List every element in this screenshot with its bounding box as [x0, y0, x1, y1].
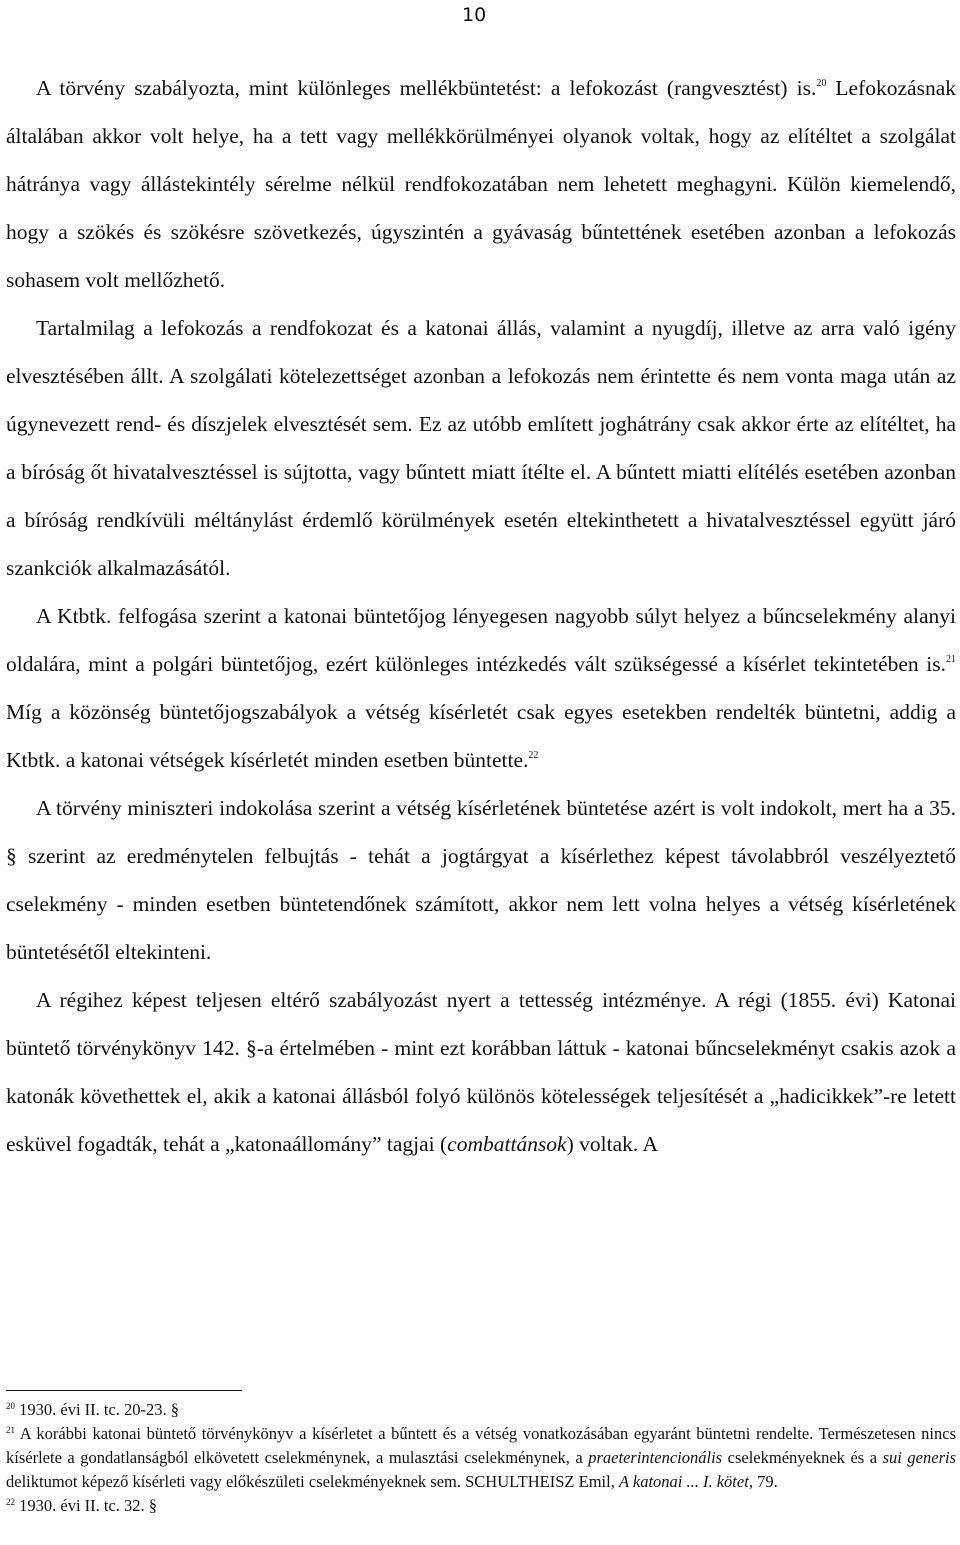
- italic-term: combattánsok: [447, 1132, 567, 1156]
- footnote-number: 21: [6, 1425, 15, 1435]
- footnote-ref[interactable]: 21: [946, 654, 956, 665]
- footnote-text: A korábbi katonai büntető törvénykönyv a kísérletet a bűntett és a vétség vonatkozásában egyaránt büntetni rendelte. Természetesen nincs kísérlete a gondatlanságból elkövetett cselekménynek, a mulasztási cselekménynek, a: [6, 1424, 956, 1467]
- text-run: A törvény szabályozta, mint különleges mellékbüntetést: a lefokozást (rangvesztést) is.: [36, 76, 817, 100]
- footnote-ref[interactable]: 22: [528, 750, 539, 761]
- footnotes: [6, 1398, 956, 1518]
- text-run: A régihez képest teljesen eltérő szabályozást nyert a tettesség intézménye. A régi (1855. évi) Katonai büntető törvénykönyv 142. §-a értelmében - mint ezt korábban láttuk - katonai bűncselekményt csakis azok a katonák követhettek el, akik a katonai állásból folyó különös kötelességek teljesítését a „hadicikkek”-re letett esküvel fogadták, tehát a „katonaállomány” tagjai (: [6, 988, 956, 1156]
- paragraph: [6, 304, 956, 592]
- body-text: [6, 64, 956, 1168]
- footnote: [6, 1494, 956, 1518]
- footnote: [6, 1422, 956, 1494]
- text-run: A törvény miniszteri indokolása szerint a vétség kísérletének büntetése azért is volt indokolt, mert ha a 35. § szerint az eredménytelen felbujtás - tehát a jogtárgyat a kísérlethez képest távolabbról veszélyeztető cselekmény - minden esetben büntetendőnek számított, akkor nem lett volna helyes a vétség kísérletének büntetésétől eltekinteni.: [6, 796, 956, 964]
- text-run: Tartalmilag a lefokozás a rendfokozat és a katonai állás, valamint a nyugdíj, illetve az arra való igény elvesztésében állt. A szolgálati kötelezettséget azonban a lefokozás nem érintette és nem vonta maga után az úgynevezett rend- és díszjelek elvesztését sem. Ez az utóbb említett joghátrány csak akkor érte az elítéltet, ha a bíróság őt hivatalvesztéssel is sújtotta, vagy bűntett miatt ítélte el. A bűntett miatti elítélés esetében azonban a bíróság rendkívüli méltánylást érdemlő körülmények esetén eltekinthetett a hivatalvesztéssel együtt járó szankciók alkalmazásától.: [6, 316, 956, 580]
- paragraph: [6, 64, 956, 304]
- paragraph: [6, 592, 956, 784]
- footnote-ref[interactable]: 20: [816, 78, 827, 89]
- italic-citation: A katonai ... I. kötet: [618, 1472, 749, 1491]
- footnote-text: 1930. évi II. tc. 32. §: [15, 1496, 158, 1515]
- footnote-separator: [6, 1390, 242, 1391]
- footnote-text: cselekményeknek és a: [722, 1448, 883, 1467]
- italic-term: sui generis: [882, 1448, 956, 1467]
- footnote-text: deliktumot képező kísérleti vagy előkészületi cselekményeknek sem. SCHULTHEISZ Emil,: [6, 1472, 619, 1491]
- footnote-number: 22: [6, 1497, 15, 1507]
- paragraph: [6, 976, 956, 1168]
- footnote: [6, 1398, 956, 1422]
- text-run: A Ktbtk. felfogása szerint a katonai büntetőjog lényegesen nagyobb súlyt helyez a bűncselekmény alanyi oldalára, mint a polgári büntetőjog, ezért különleges intézkedés vált szükségessé a kísérlet tekintetében is.: [6, 604, 956, 676]
- italic-term: praeterintencionális: [588, 1448, 723, 1467]
- footnote-text: , 79.: [748, 1472, 778, 1491]
- paragraph: [6, 784, 956, 976]
- text-run: ) voltak. A: [566, 1132, 658, 1156]
- text-run: Lefokozásnak általában akkor volt helye, ha a tett vagy mellékkörülményei olyanok voltak, hogy az elítéltet a szolgálat hátránya vagy állástekintély sérelme nélkül rendfokozatában nem lehetett meghagyni. Külön kiemelendő, hogy a szökés és szökésre szövetkezés, úgyszintén a gyávaság bűntettének esetében azonban a lefokozás sohasem volt mellőzhető.: [6, 76, 956, 292]
- footnote-number: 20: [6, 1401, 15, 1411]
- footnote-text: 1930. évi II. tc. 20-23. §: [15, 1400, 180, 1419]
- text-run: Míg a közönség büntetőjogszabályok a vétség kísérletét csak egyes esetekben rendelték büntetni, addig a Ktbtk. a katonai vétségek kísérletét minden esetben büntette.: [6, 700, 956, 772]
- page-number: 10: [462, 4, 487, 26]
